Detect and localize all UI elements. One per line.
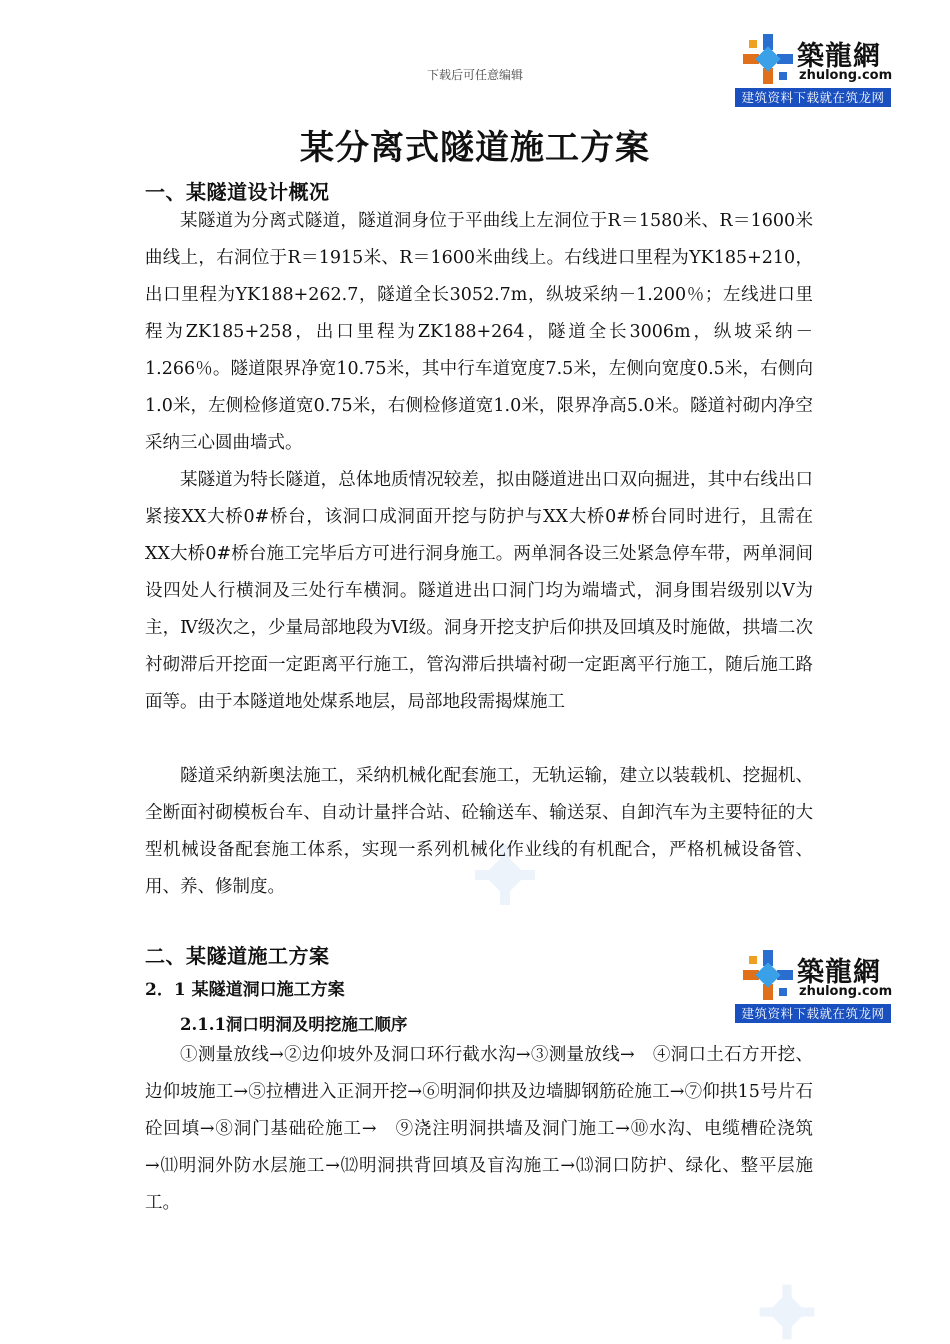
subsubsection-heading: 2.1.1洞口明洞及明挖施工顺序 bbox=[180, 1015, 408, 1034]
zhulong-logo-icon bbox=[739, 948, 795, 1002]
paragraph-1: 某隧道为分离式隧道，隧道洞身位于平曲线上左洞位于R＝1580米、R＝1600米曲线上，右洞位于R＝1915米、R＝1600米曲线上。右线进口里程为YK185+210，出口里程为YK188+262.7，隧道全长3052.7m，纵坡采纳－1.200％；左线进口里程为ZK185+258，出口里程为ZK188+264，隧道全长3006m，纵坡采纳－1.266％。隧道限界净宽10.75米，其中行车道宽度7.5米，左侧向宽度0.5米，右侧向1.0米，左侧检修道宽0.75米，右侧检修道宽1.0米，限界净高5.0米。隧道衬砌内净空采纳三心圆曲墙式。 bbox=[145, 211, 813, 453]
construction-steps: ①测量放线→②边仰坡外及洞口环行截水沟→③测量放线→ ④洞口土石方开挖、边仰坡施工→⑤拉槽进入正洞开挖→⑥明洞仰拱及边墙脚钢筋砼施工→⑦仰拱15号片石砼回填→⑧洞门基础砼施工→ ⑨浇注明洞拱墙及洞门施工→⑩水沟、电缆槽砼浇筑→⑾明洞外防水层施工→⑿明洞拱背回填及盲沟施工→⒀洞口防护、绿化、整平层施工。 bbox=[145, 1045, 813, 1213]
logo-slogan: 建筑资料下载就在筑龙网 bbox=[735, 1004, 891, 1023]
logo-name: 築龍網 bbox=[797, 41, 881, 72]
logo-slogan: 建筑资料下载就在筑龙网 bbox=[735, 88, 891, 107]
document-title: 某分离式隧道施工方案 bbox=[300, 128, 650, 168]
watermark-icon bbox=[755, 1280, 819, 1344]
zhulong-logo-2[interactable] bbox=[735, 944, 891, 1023]
paragraph-3: 隧道采纳新奥法施工，采纳机械化配套施工，无轨运输，建立以装载机、挖掘机、全断面衬砌模板台车、自动计量拌合站、砼输送车、输送泵、自卸汽车为主要特征的大型机械设备配套施工体系，实现一系列机械化作业线的有机配合，严格机械设备管、用、养、修制度。 bbox=[145, 766, 813, 897]
section-2-heading: 二、某隧道施工方案 bbox=[145, 944, 330, 968]
zhulong-logo[interactable] bbox=[735, 28, 891, 107]
zhulong-logo-icon bbox=[739, 32, 795, 86]
section-1-heading: 一、某隧道设计概况 bbox=[145, 180, 330, 204]
logo-url: zhulong.com bbox=[799, 68, 893, 83]
header-note: 下载后可任意编辑 bbox=[426, 68, 523, 82]
paragraph-2: 某隧道为特长隧道，总体地质情况较差，拟由隧道进出口双向掘进，其中右线出口紧接XX大桥0#桥台，该洞口成洞面开挖与防护与XX大桥0#桥台同时进行，且需在XX大桥0#桥台施工完毕后方可进行洞身施工。两单洞各设三处紧急停车带，两单洞间设四处人行横洞及三处行车横洞。隧道进出口洞门均为端墙式，洞身围岩级别以Ⅴ为主，Ⅳ级次之，少量局部地段为Ⅵ级。洞身开挖支护后仰拱及回填及时施做，拱墙二次衬砌滞后开挖面一定距离平行施工，管沟滞后拱墙衬砌一定距离平行施工，随后施工路面等。由于本隧道地处煤系地层，局部地段需揭煤施工 bbox=[145, 470, 813, 712]
logo-name: 築龍網 bbox=[797, 957, 881, 988]
subsection-heading: 2．1 某隧道洞口施工方案 bbox=[145, 980, 345, 1000]
logo-url: zhulong.com bbox=[799, 984, 893, 999]
